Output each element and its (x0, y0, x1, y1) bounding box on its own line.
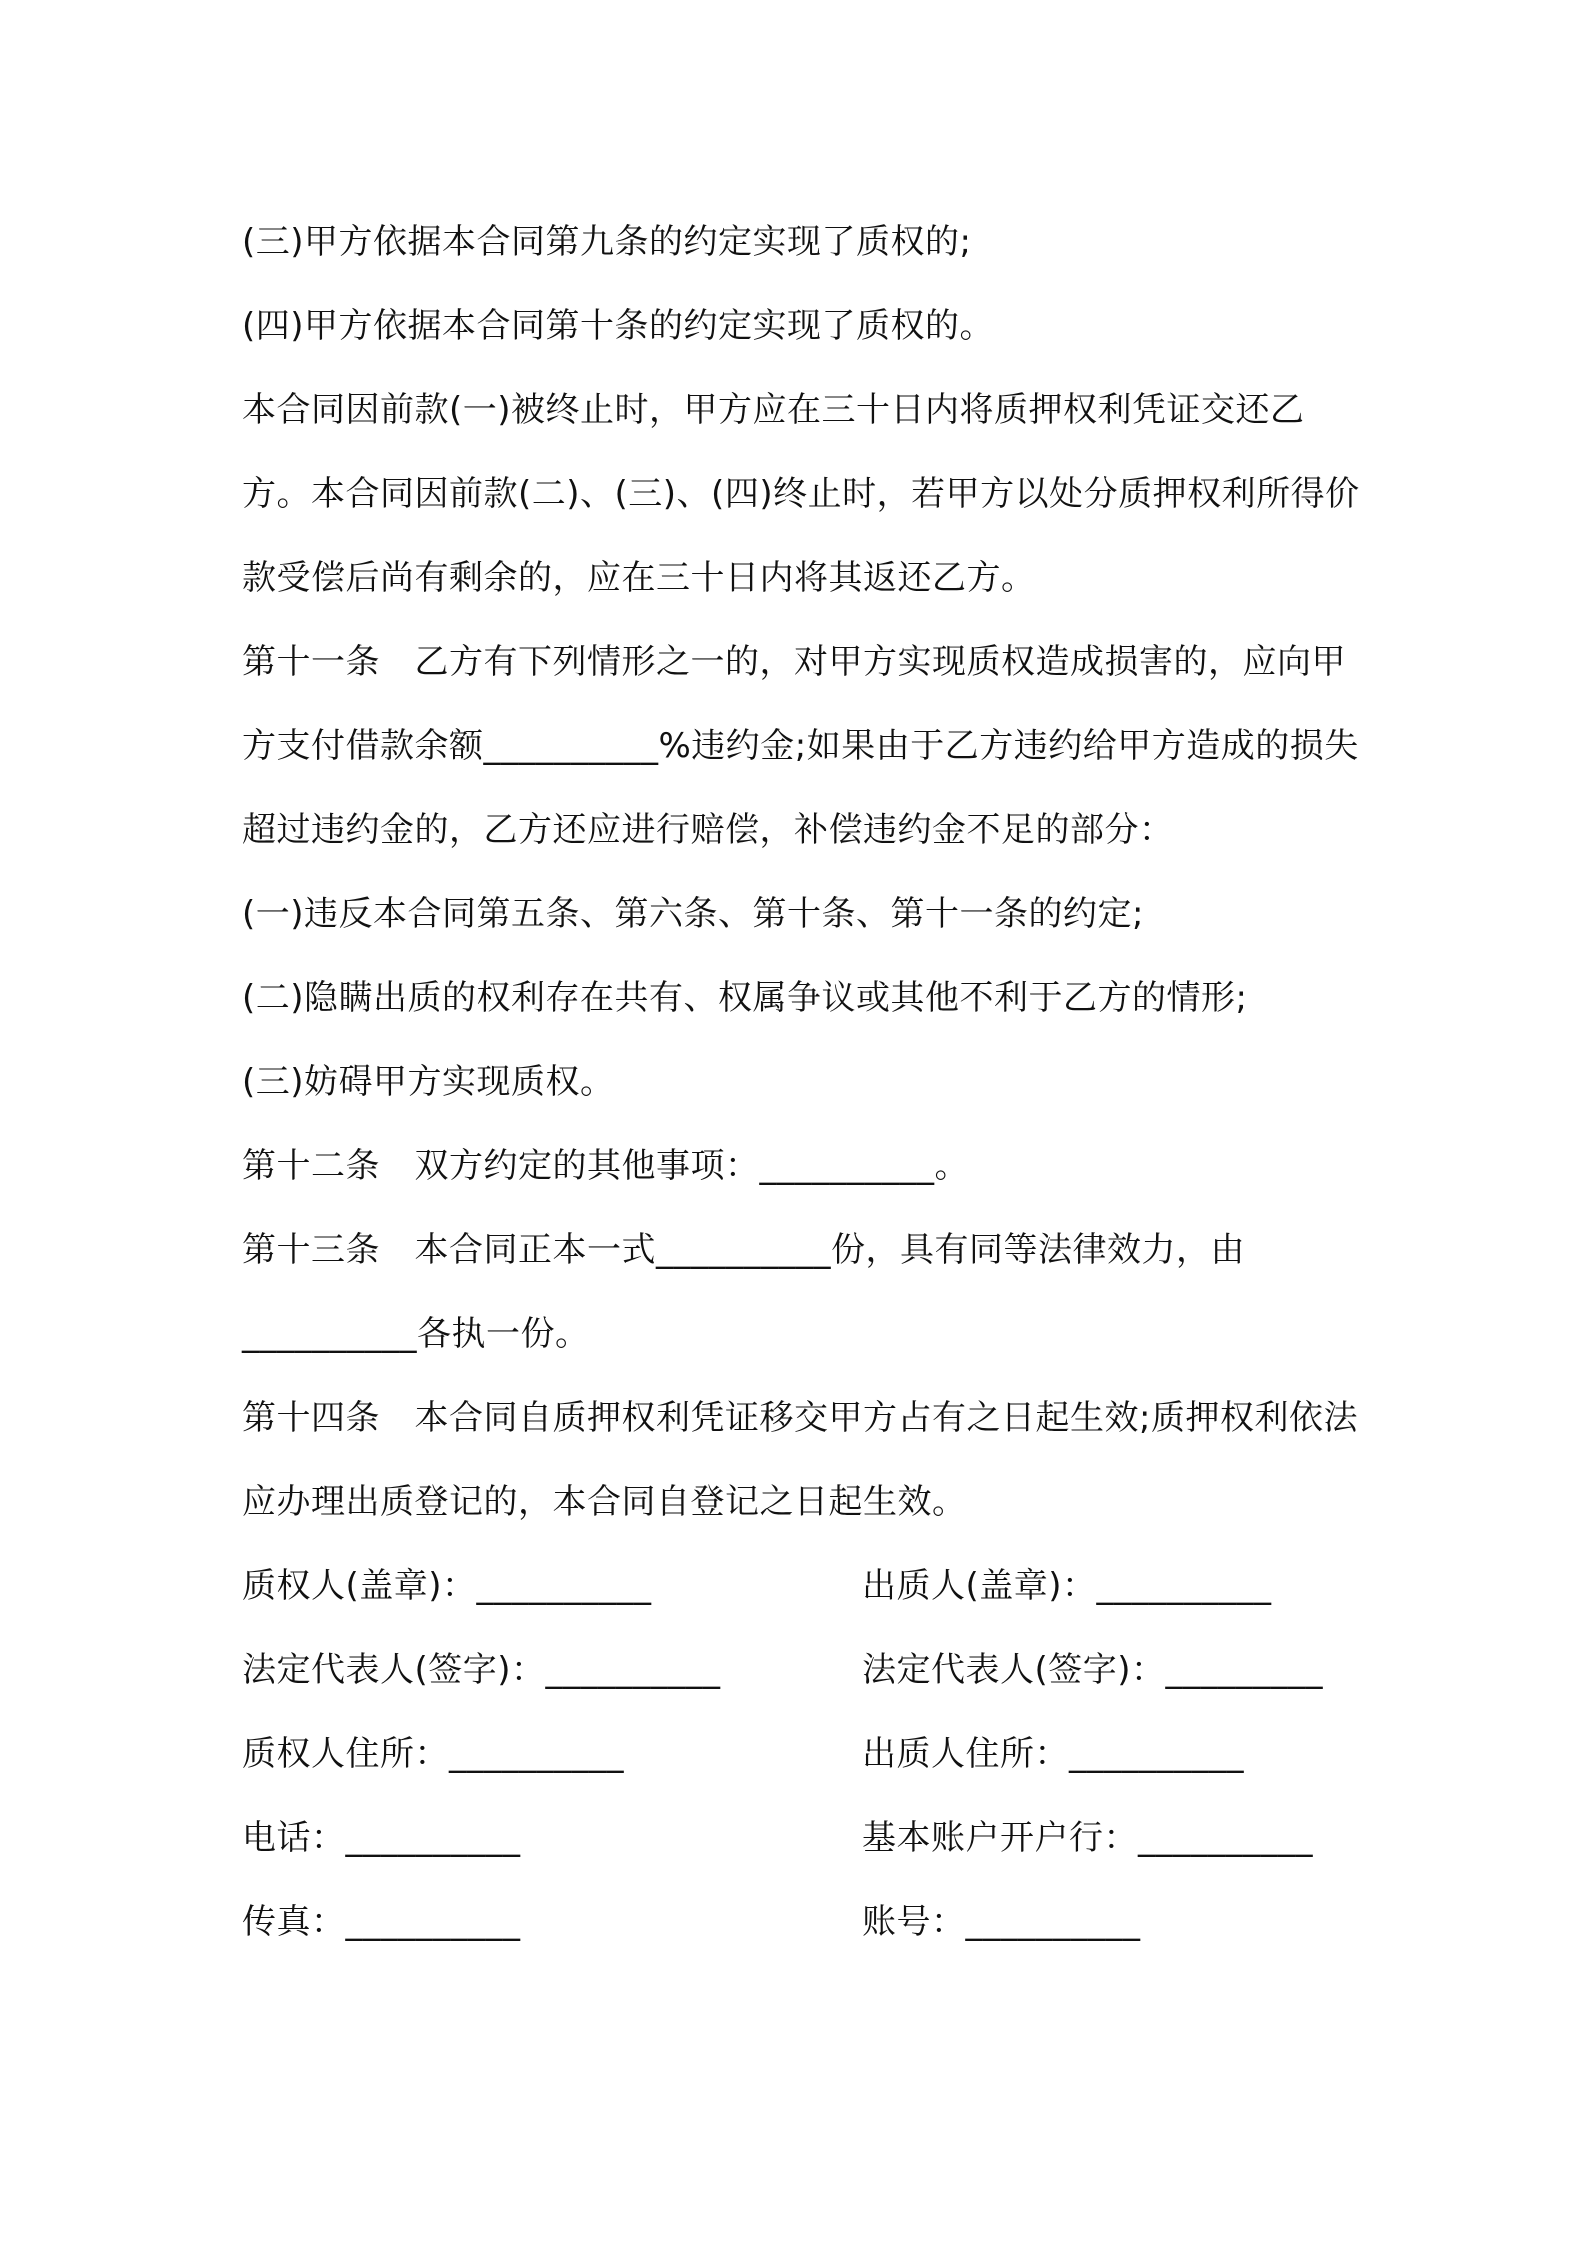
article-12: 第十二条 双方约定的其他事项：__________。 (242, 1146, 969, 1186)
article-11-item-2: (二)隐瞒出质的权利存在共有、权属争议或其他不利于乙方的情形; (242, 978, 1248, 1018)
paragraph-termination-return: 本合同因前款(一)被终止时，甲方应在三十日内将质押权利凭证交还乙方。本合同因前款(二)、(三)、(四)终止时，若甲方以处分质押权利所得价款受偿后尚有剩余的，应在三十日内将其返还乙方。 (242, 390, 1360, 598)
article-11: 第十一条 乙方有下列情形之一的，对甲方实现质权造成损害的，应向甲方支付借款余额__________%违约金;如果由于乙方违约给甲方造成的损失超过违约金的，乙方还应进行赔偿，补偿违约金不足的部分： (242, 642, 1359, 850)
paragraph-item-3: (三)甲方依据本合同第九条的约定实现了质权的; (242, 222, 972, 262)
pledgee-address-field: 质权人住所：__________ (242, 1734, 624, 1774)
pledgee-legal-representative-field: 法定代表人(签字)：__________ (242, 1650, 721, 1690)
signature-block (242, 1544, 1362, 1964)
pledgor-account-field: 账号：__________ (862, 1902, 1141, 1942)
article-11-item-1: (一)违反本合同第五条、第六条、第十条、第十一条的约定; (242, 894, 1144, 934)
article-11-item-3: (三)妨碍甲方实现质权。 (242, 1062, 615, 1102)
pledgor-address-field: 出质人住所：__________ (862, 1734, 1244, 1774)
pledgor-seal-field: 出质人(盖章)：__________ (862, 1566, 1272, 1606)
pledgee-seal-field: 质权人(盖章)：__________ (242, 1566, 652, 1606)
paragraph-item-4: (四)甲方依据本合同第十条的约定实现了质权的。 (242, 306, 995, 346)
article-13: 第十三条 本合同正本一式__________份，具有同等法律效力，由__________各执一份。 (242, 1230, 1245, 1354)
pledgor-legal-representative-field: 法定代表人(签字)：_________ (862, 1650, 1324, 1690)
pledgee-fax-field: 传真：__________ (242, 1902, 521, 1942)
pledgor-bank-field: 基本账户开户行：__________ (862, 1818, 1313, 1858)
pledgee-phone-field: 电话：__________ (242, 1818, 521, 1858)
article-14: 第十四条 本合同自质押权利凭证移交甲方占有之日起生效;质押权利依法应办理出质登记的，本合同自登记之日起生效。 (242, 1398, 1358, 1522)
document-body (242, 200, 1362, 1964)
